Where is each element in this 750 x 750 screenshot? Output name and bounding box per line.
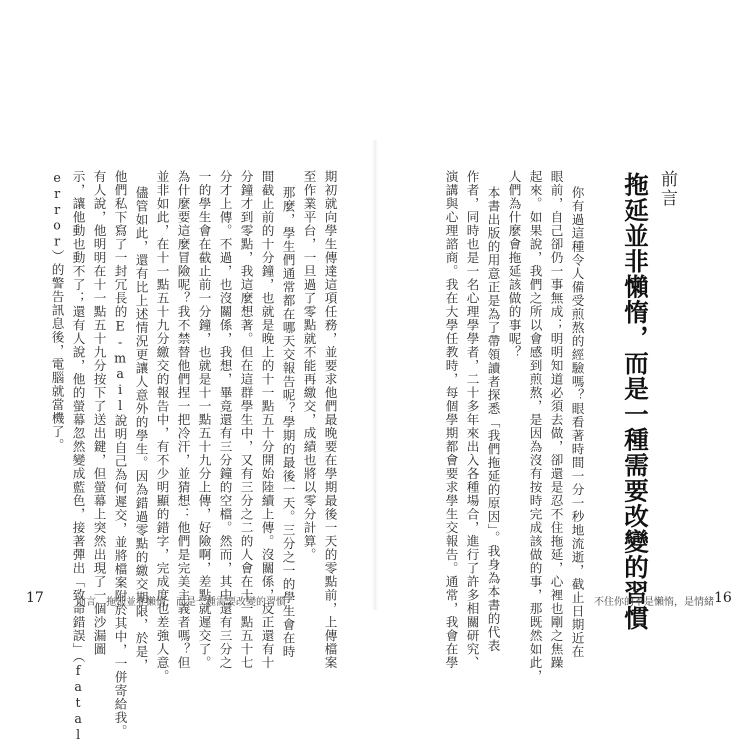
page-number: 16 bbox=[714, 590, 732, 606]
page-number: 17 bbox=[26, 590, 44, 606]
right-page bbox=[375, 0, 750, 750]
running-footer: 前言 拖延並非懶惰，而是一種需要改變的習慣 bbox=[76, 597, 286, 608]
body-text-column: 有人說，他明明在十一點五十九分按下了送出鍵，但螢幕上突然出現了一個沙漏圖 bbox=[91, 170, 107, 656]
body-text-column: 你有過這種令人備受煎熬的經驗嗎？眼看著時間一分一秒地流逝，截止日期近在 bbox=[569, 186, 585, 659]
running-footer: 不住你的不是懶惰，是情緒 bbox=[594, 597, 714, 608]
body-text-column: 一的學生會在截止前一分鐘，也就是十一點五十九分上傳，好險啊，差點就遲交了。 bbox=[196, 170, 212, 670]
body-text-column: 眼前，自己卻仍一事無成；明明知道必須去做，卻還是忍不住拖延，心裡也剛之焦躁 bbox=[548, 170, 564, 670]
body-text-column: 演講與心理諮商。我在大學任教時，每個學期都會要求學生交報告。通常，我會在學 bbox=[443, 170, 459, 670]
body-text-column: 間截止前的十分鐘，也就是晚上的十一點五十分開始陸續上傳。沒關係，反正還有十 bbox=[259, 170, 275, 670]
body-text-column: 那麼，學生們通常都在哪天交報告呢？學期的最後一天。三分之一的學生會在時 bbox=[280, 186, 296, 659]
body-text-column: 本書出版的用意正是為了帶領讀者探悉「我們拖延的原因」。我身為本書的代表 bbox=[485, 186, 501, 653]
body-text-column: 他們私下寫了一封冗長的E-mail說明自己為何遲交，並將檔案附於其中，一併寄給我。 bbox=[112, 170, 128, 738]
body-text-column: 為什麼要這麼冒險呢？我不禁替他們捏一把冷汗，並猜想：他們是完美主義者嗎？但 bbox=[175, 170, 191, 670]
body-text-column: 儘管如此，還有比上述情況更讓人意外的學生。因為錯過零點的繳交期限，於是， bbox=[133, 186, 149, 672]
body-text-column: 示，讓他動也動不了；還有人說，他的螢幕忽然變成藍色，接著彈出「致命錯誤」（fatal bbox=[70, 170, 86, 743]
body-text-column: 並非如此，在十一點五十九分繳交的報告中，有不少明顯的錯字，完成度也差強人意。 bbox=[154, 170, 170, 683]
body-text-column: 分鐘才到零點，我這麼想著。但在這群學生中，又有三分之二的人會在十一點五十七 bbox=[238, 170, 254, 670]
body-text-column: 至作業平台，一旦過了零點就不能再繳交，成績也將以零分計算。 bbox=[301, 170, 317, 562]
body-text-column: error）的警告訊息後，電腦就當機了。 bbox=[49, 170, 65, 452]
body-text-column: 作者，同時也是一名心理學學者，二十多年來出入各種場合，進行了許多相關研究、 bbox=[464, 170, 480, 670]
chapter-label: 前言 bbox=[657, 170, 677, 208]
body-text-column: 起來。如果說，我們之所以會感到煎熬，是因為沒有按時完成該做的事，那既然如此， bbox=[527, 170, 543, 683]
body-text-column: 人們為什麼會拖延該做的事呢？ bbox=[506, 170, 522, 359]
chapter-title: 拖延並非懶惰，而是一種需要改變的習慣 bbox=[621, 172, 650, 631]
body-text-column: 分才上傳。不過，也沒關係，我想，畢竟還有三分鐘的空檔。然而，其中還有三分之 bbox=[217, 170, 233, 670]
body-text-column: 期初就向學生傳達這項任務，並要求他們最晚要在學期最後一天的零點前，上傳檔案 bbox=[322, 170, 338, 670]
